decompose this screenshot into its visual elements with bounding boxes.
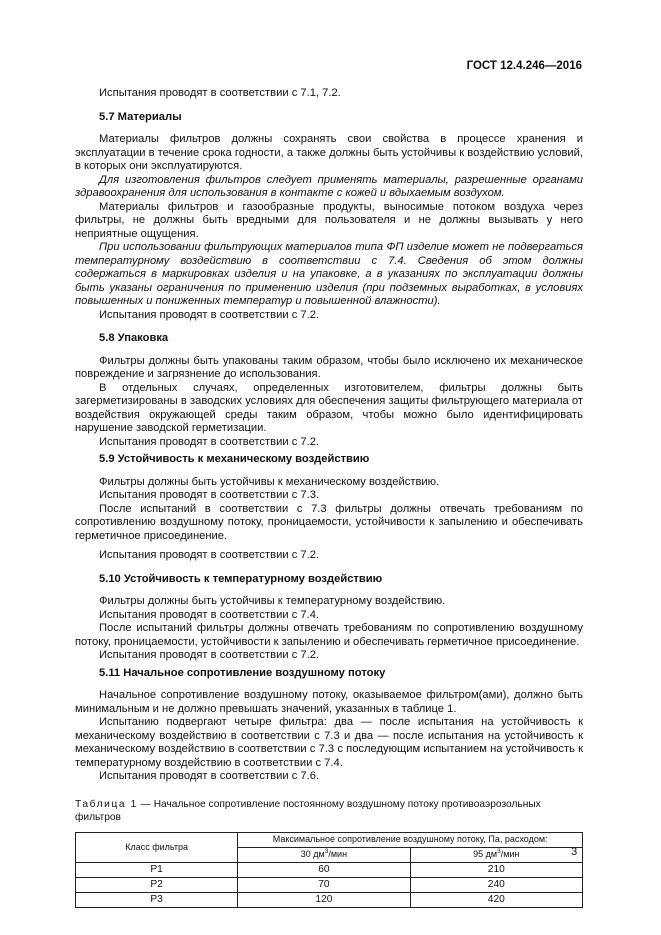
paragraph: Испытания проводят в соответствии с 7.2. <box>99 549 320 561</box>
paragraph: Испытания проводят в соответствии с 7.3. <box>99 489 320 501</box>
header-flow-30: 30 $дм^3$/мин <box>238 847 410 862</box>
section-title-5-7: 5.7 Материалы <box>99 110 182 123</box>
paragraph: Материалы фильтров должны сохранять свои свойства в процессе хранения и эксплуатации в течение срока годности, а также должны быть устойчивы к воздействию условий, в которых они эксплуатируются. <box>75 133 583 172</box>
table-caption-label: Таблица 1 <box>75 798 138 810</box>
section-title-5-10: 5.10 Устойчивость к температурному воздействию <box>99 572 383 585</box>
resistance-table <box>75 832 583 908</box>
paragraph: Испытания проводят в соответствии с 7.2. <box>99 308 320 321</box>
paragraph: Материалы фильтров и газообразные продукты, выносимые потоком воздуха через фильтры, не должны быть вредными для пользователя и не должны вызывать у него неприятные ощущения. <box>75 200 583 240</box>
table-row <box>76 862 583 877</box>
paragraph: Испытания проводят в соответствии с 7.2. <box>99 435 320 448</box>
page-content <box>75 87 583 908</box>
paragraph: Испытанию подвергают четыре фильтра: два — после испытания на устойчивость к механическому воздействию в соответствии с 7.3 и два — после испытания на устойчивость к механическому воздействию в соответствии с 7.3 с последующим испытанием на устойчивость к температурному воздействию в соответствии с 7.4. <box>75 716 583 769</box>
paragraph: Фильтры должны быть упакованы таким образом, чтобы было исключено их механическое повреждение и загрязнение до использования. <box>75 354 583 380</box>
table-caption-text: — Начальное сопротивление постоянному воздушному потоку противоаэрозольных фильтров <box>75 798 541 823</box>
paragraph: Фильтры должны быть устойчивы к механическому воздействию. <box>99 475 440 488</box>
header-flow-95: 95 $дм^3$/мин <box>410 847 582 862</box>
section-title-5-9: 5.9 Устойчивость к механическому воздействию <box>99 453 370 465</box>
paragraph: Испытания проводят в соответствии с 7.4. <box>99 608 320 621</box>
cell-value-30: 60 <box>238 862 410 877</box>
paragraph: После испытаний фильтры должны отвечать требованиям по сопротивлению воздушному потоку, проницаемости, устойчивости к запылению и обеспечивать герметичное присоединение. <box>75 622 583 648</box>
cell-class: Р3 <box>76 892 238 907</box>
header-filter-class: Класс фильтра <box>76 832 238 862</box>
cell-class: Р1 <box>76 862 238 877</box>
section-title-5-8: 5.8 Упаковка <box>99 332 169 344</box>
cell-value-30: 70 <box>238 877 410 892</box>
paragraph: Фильтры должны быть устойчивы к температурному воздействию. <box>99 595 446 607</box>
paragraph: Испытания проводят в соответствии с 7.6. <box>99 770 320 782</box>
paragraph: После испытаний в соответствии с 7.3 фильтры должны отвечать требованиям по сопротивлению воздушному потоку, проницаемости, устойчивости к запылению и обеспечивать герметичное присоединение. <box>75 502 583 542</box>
paragraph-italic: При использовании фильтрующих материалов типа ФП изделие может не подвергаться температурному воздействию в соответствии с 7.4. Сведения об этом должны содержаться в маркировках изделия и на упаковке, а в указаниях по эксплуатации должны быть указаны ограничения по применению изделия (при подземных выработках, в условиях повышенных и пониженных температур и повышенной влажности). <box>75 241 583 307</box>
table-caption <box>75 798 583 825</box>
cell-value-95: 420 <box>410 892 582 907</box>
paragraph: Начальное сопротивление воздушному потоку, оказываемое фильтром(ами), должно быть минимальным и не должно превышать значений, указанных в таблице 1. <box>75 689 583 715</box>
table-header-row <box>76 832 583 847</box>
table-row <box>76 892 583 907</box>
paragraph: Испытания проводят в соответствии с 7.2. <box>99 649 320 661</box>
cell-value-30: 120 <box>238 892 410 907</box>
section-title-5-11: 5.11 Начальное сопротивление воздушному потоку <box>99 666 386 679</box>
header-max-resistance: Максимальное сопротивление воздушному потоку, Па, расходом: <box>238 832 583 847</box>
page-number: 3 <box>571 846 578 858</box>
paragraph: Испытания проводят в соответствии с 7.1, 7.2. <box>99 87 341 99</box>
cell-class: Р2 <box>76 877 238 892</box>
document-code: ГОСТ 12.4.246—2016 <box>466 60 582 72</box>
cell-value-95: 210 <box>410 862 582 877</box>
cell-value-95: 240 <box>410 877 582 892</box>
table-row <box>76 877 583 892</box>
paragraph-italic: Для изготовления фильтров следует применять материалы, разрешенные органами здравоохранения для использования в контакте с кожей и вдыхаемым воздухом. <box>75 173 583 199</box>
paragraph: В отдельных случаях, определенных изготовителем, фильтры должны быть загерметизированы в заводских условиях для обеспечения защиты фильтрующего материала от воздействия окружающей среды таким образом, чтобы можно было идентифицировать нарушение заводской герметизации. <box>75 381 583 434</box>
